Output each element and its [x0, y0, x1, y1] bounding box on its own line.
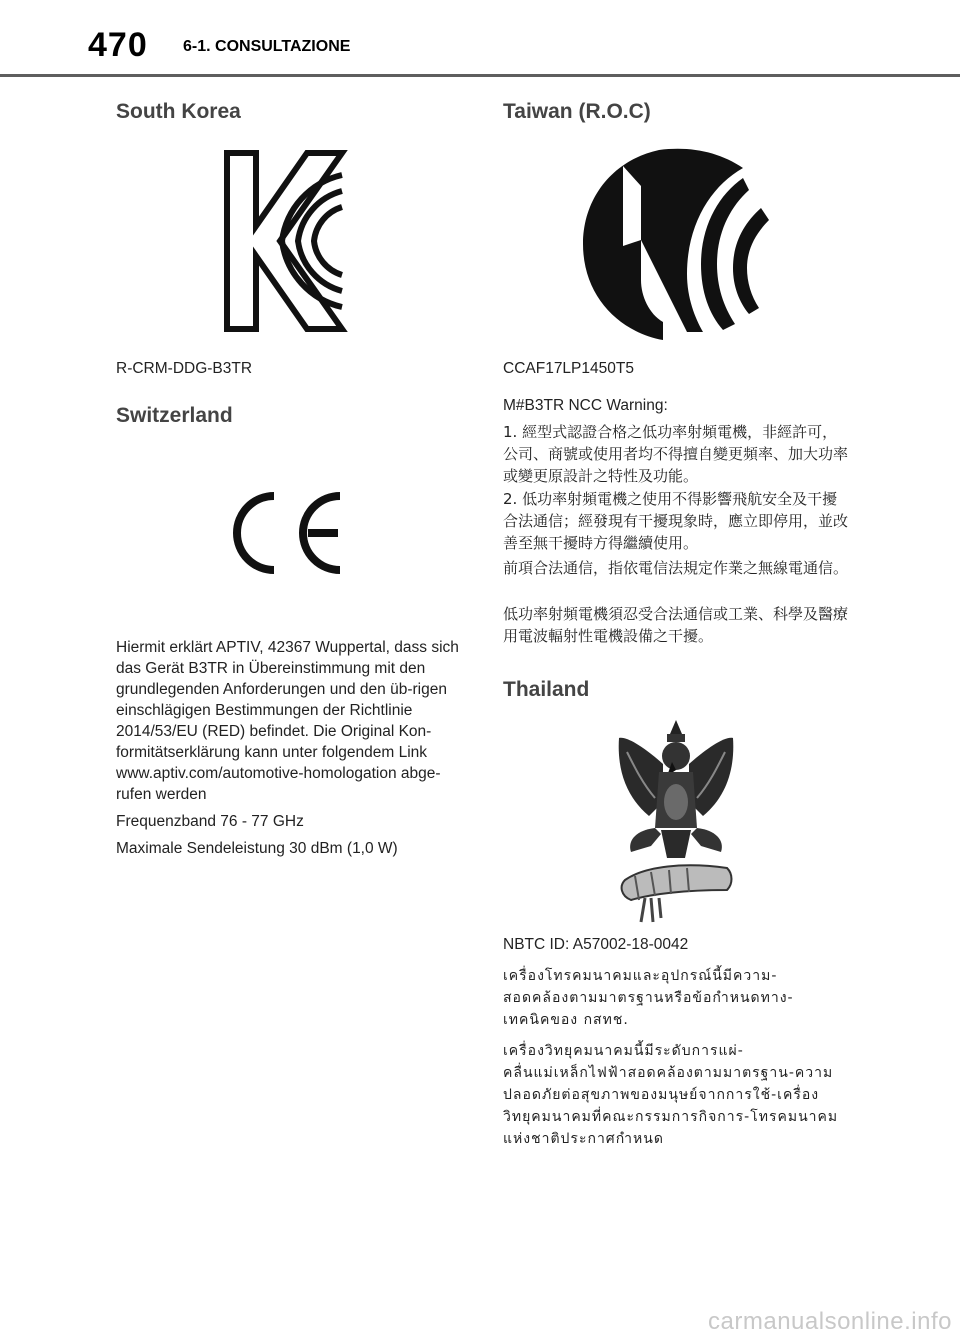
ncc-warning-paragraph-1: 1. 經型式認證合格之低功率射頻電機，非經許可，公司、商號或使用者均不得擅自變更頻率、加大功率或變更原設計之特性及功能。	[503, 423, 849, 485]
frequency-band-text: Frequenzband 76 - 77 GHz	[116, 813, 304, 830]
page-number: 470	[88, 26, 148, 64]
section-title-thailand: Thailand	[503, 678, 590, 701]
ce-declaration-text: Hiermit erklärt APTIV, 42367 Wuppertal, dass sich das Gerät B3TR in Übereinstimmung mit den grundlegenden Anforderungen und den üb-rigen einschlägigen Bestimmungen der Richtlinie 2014/53/EU (RED) befindet. Die Original Kon-formitätserklärung kann unter folgendem Link www.aptiv.com/automotive-homologation abge-rufen werden	[116, 639, 459, 803]
ncc-certificate-code: CCAF17LP1450T5	[503, 360, 634, 377]
garuda-emblem-logo	[615, 718, 737, 926]
ce-mark-logo	[228, 490, 348, 576]
ncc-warning-paragraph-4: 低功率射頻電機須忍受合法通信或工業、科學及醫療用電波輻射性電機設備之干擾。	[503, 605, 849, 645]
ncc-warning-paragraph-2: 2. 低功率射頻電機之使用不得影響飛航安全及干擾合法通信；經發現有干擾現象時，應立即停用，並改善至無干擾時方得繼續使用。	[503, 490, 849, 552]
section-title-taiwan: Taiwan (R.O.C)	[503, 100, 651, 123]
section-title-switzerland: Switzerland	[116, 404, 233, 427]
nbtc-paragraph-2: เครื่องวิทยุคมนาคมนี้มีระดับการแผ่-คลื่นแม่เหล็กไฟฟ้าสอดคล้องตามมาตรฐาน-ความปลอดภัยต่อสุขภาพของมนุษย์จากการใช้-เครื่องวิทยุคมนาคมที่คณะกรรมการกิจการ-โทรคมนาคมแห่งชาติประกาศกำหนด	[503, 1043, 839, 1147]
ncc-mark-logo	[583, 146, 777, 342]
max-power-text: Maximale Sendeleistung 30 dBm (1,0 W)	[116, 840, 398, 857]
ncc-warning-title: M#B3TR NCC Warning:	[503, 397, 668, 414]
kc-certificate-code: R-CRM-DDG-B3TR	[116, 360, 253, 377]
nbtc-paragraph-1: เครื่องโทรคมนาคมและอุปกรณ์นี้มีความ-สอดคล้องตามมาตรฐานหรือข้อกำหนดทาง-เทคนิคของ กสทช.	[503, 968, 794, 1028]
ncc-warning-paragraph-3: 前項合法通信，指依電信法規定作業之無線電通信。	[503, 559, 849, 577]
chapter-title: 6-1. CONSULTAZIONE	[183, 38, 351, 55]
site-watermark: carmanualsonline.info	[708, 1308, 952, 1335]
section-title-south-korea: South Korea	[116, 100, 241, 123]
nbtc-id-text: NBTC ID: A57002-18-0042	[503, 936, 689, 953]
kc-mark-logo	[224, 150, 350, 332]
page-header	[0, 0, 960, 77]
